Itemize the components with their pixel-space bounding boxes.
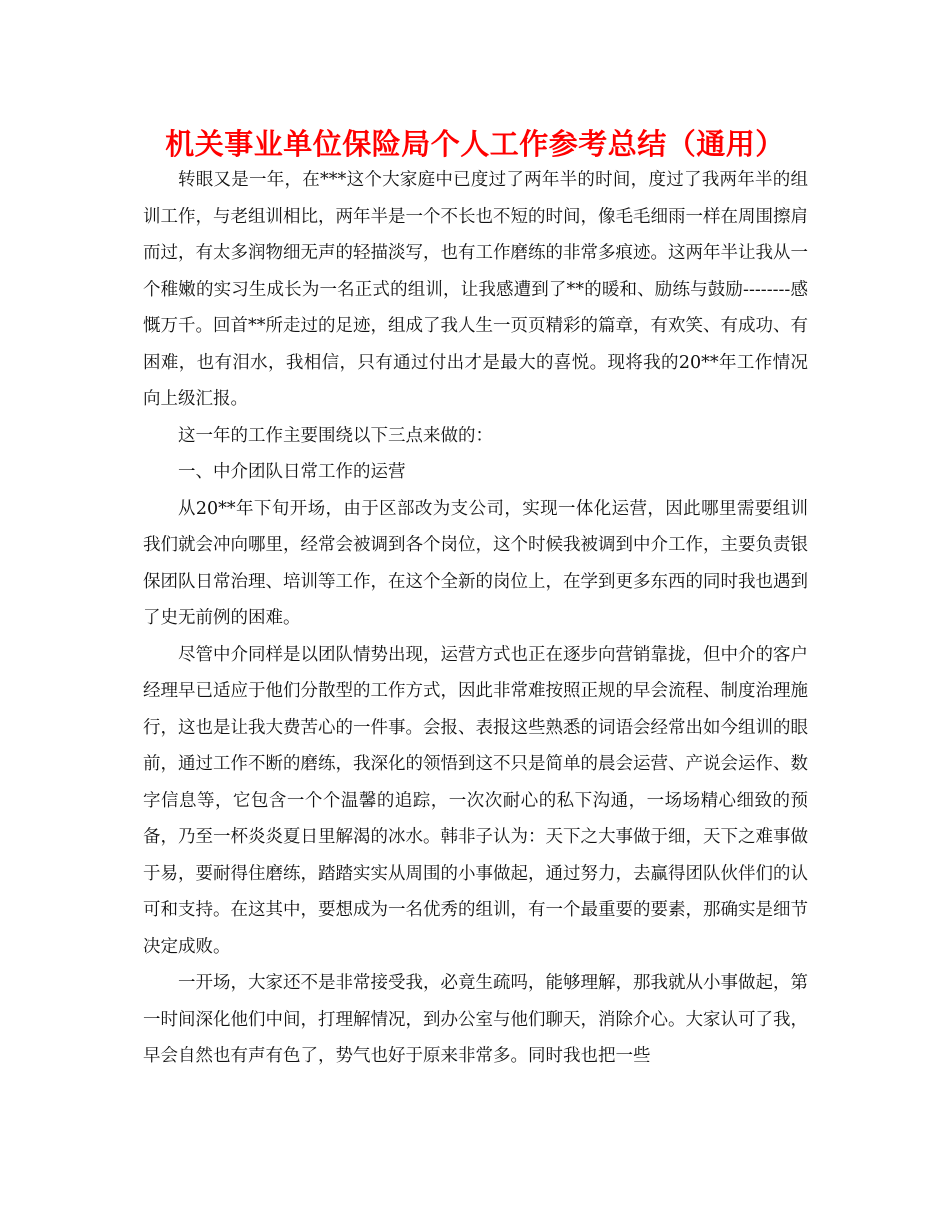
paragraph: 尽管中介同样是以团队情势出现，运营方式也正在逐步向营销靠拢，但中介的客户经理早已适应于他们分散型的工作方式，因此非常难按照正规的早会流程、制度治理施行，这也是让我大费苦心的一件事。会报、表报这些熟悉的词语会经常出如今组训的眼前，通过工作不断的磨练，我深化的领悟到这不只是简单的晨会运营、产说会运作、数字信息等，它包含一个个温馨的追踪，一次次耐心的私下沟通，一场场精心细致的预备，乃至一杯炎炎夏日里解渴的冰水。韩非子认为：天下之大事做于细，天下之难事做于易，要耐得住磨练，踏踏实实从周围的小事做起，通过努力，去赢得团队伙伴们的认可和支持。在这其中，要想成为一名优秀的组训，有一个最重要的要素，那确实是细节决定成败。	[143, 644, 808, 957]
paragraph: 这一年的工作主要围绕以下三点来做的：	[178, 425, 493, 446]
section-heading: 一、中介团队日常工作的运营	[178, 462, 406, 482]
document-title: 机关事业单位保险局个人工作参考总结（通用）	[165, 127, 785, 161]
paragraph: 从20**年下旬开场，由于区部改为支公司，实现一体化运营，因此哪里需要组训我们就会冲向哪里，经常会被调到各个岗位，这个时候我被调到中介工作，主要负责银保团队日常治理、培训等工作，在这个全新的岗位上，在学到更多东西的同时我也遇到了史无前例的困难。	[143, 498, 808, 628]
paragraph: 一开场，大家还不是非常接受我，必竟生疏吗，能够理解，那我就从小事做起，第一时间深化他们中间，打理解情况，到办公室与他们聊天，消除介心。大家认可了我，早会自然也有声有色了，势气也好于原来非常多。同时我也把一些	[143, 973, 808, 1066]
document-body	[143, 162, 808, 1075]
paragraph: 转眼又是一年，在***这个大家庭中已度过了两年半的时间，度过了我两年半的组训工作，与老组训相比，两年半是一个不长也不短的时间，像毛毛细雨一样在周围擦肩而过，有太多润物细无声的轻描淡写，也有工作磨练的非常多痕迹。这两年半让我从一个稚嫩的实习生成长为一名正式的组训，让我感遭到了**的暖和、励练与鼓励--------感慨万千。回首**所走过的足迹，组成了我人生一页页精彩的篇章，有欢笑、有成功、有困难，也有泪水，我相信，只有通过付出才是最大的喜悦。现将我的20**年工作情况向上级汇报。	[143, 170, 808, 409]
